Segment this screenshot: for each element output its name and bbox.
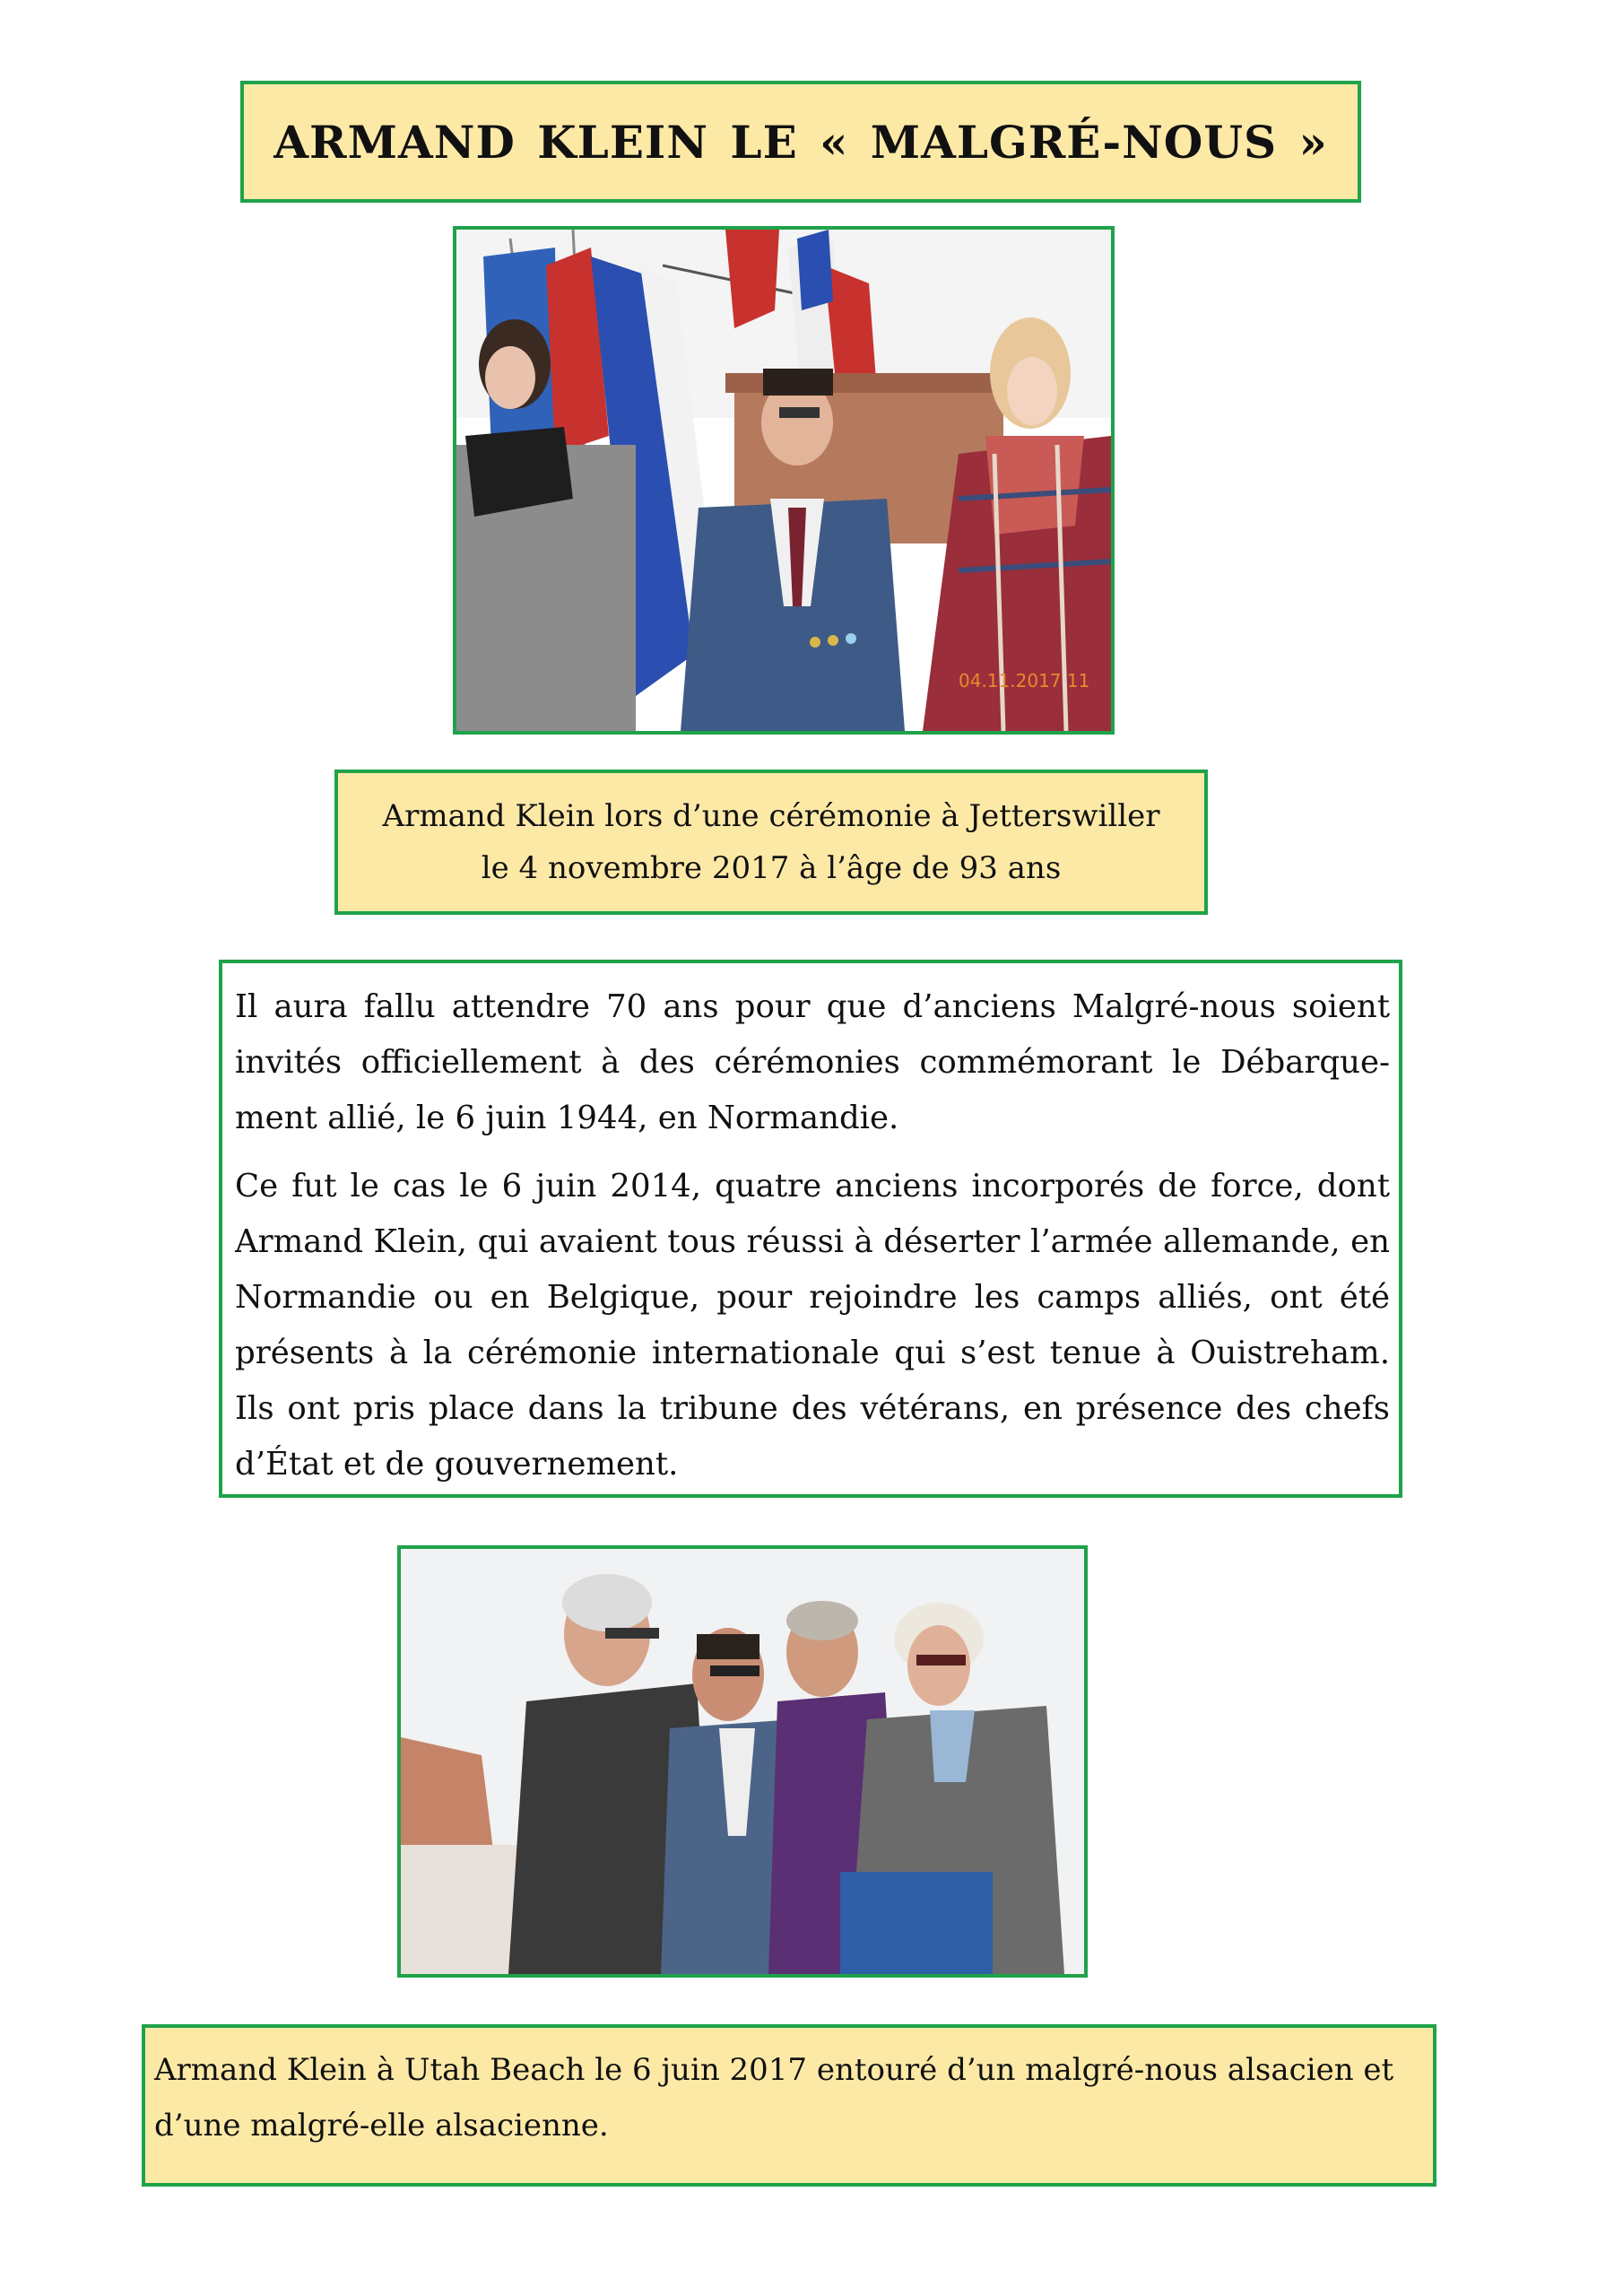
article-paragraph-1: Il aura fallu attendre 70 ans pour que d’anciens Malgré-nous soient invités officiellement à des cérémonies commémorant le Débarquement allié, le 6 juin 1944, en Normandie. [235, 988, 1390, 1136]
article-paragraph-2: Ce fut le cas le 6 juin 2014, quatre anciens incorporés de force, dont Armand Klein, qui avaient tous réussi à déserter l’armée allemande, en Normandie ou en Belgique, pour rejoindre les camps alliés, ont été présents à la cérémonie internationale qui s’est tenue à Ouistreham. Ils ont pris place dans la tribune des vétérans, en présence des chefs d’État et de gouvernement. [235, 1168, 1390, 1483]
caption-utah-beach-text: Armand Klein à Utah Beach le 6 juin 2017 entouré d’un malgré-nous alsacien et d’une malgré-elle alsacienne. [154, 2052, 1394, 2144]
utah-beach-photo [397, 1545, 1088, 1978]
ceremony-photo [453, 226, 1115, 735]
caption-ceremony-line2: le 4 novembre 2017 à l’âge de 93 ans [481, 850, 1062, 886]
caption-utah-beach [142, 2024, 1436, 2187]
photo-date-stamp: 04.11.2017 11 [959, 670, 1090, 691]
ceremony-photo-illustration [456, 230, 1111, 731]
title-box [240, 81, 1361, 203]
caption-ceremony [334, 770, 1208, 915]
page-title: ARMAND KLEIN LE « MALGRÉ-NOUS » [273, 115, 1328, 169]
article-text-box [219, 960, 1402, 1498]
utah-beach-photo-illustration [401, 1549, 1084, 1974]
caption-ceremony-line1: Armand Klein lors d’une cérémonie à Jetterswiller [382, 798, 1160, 834]
